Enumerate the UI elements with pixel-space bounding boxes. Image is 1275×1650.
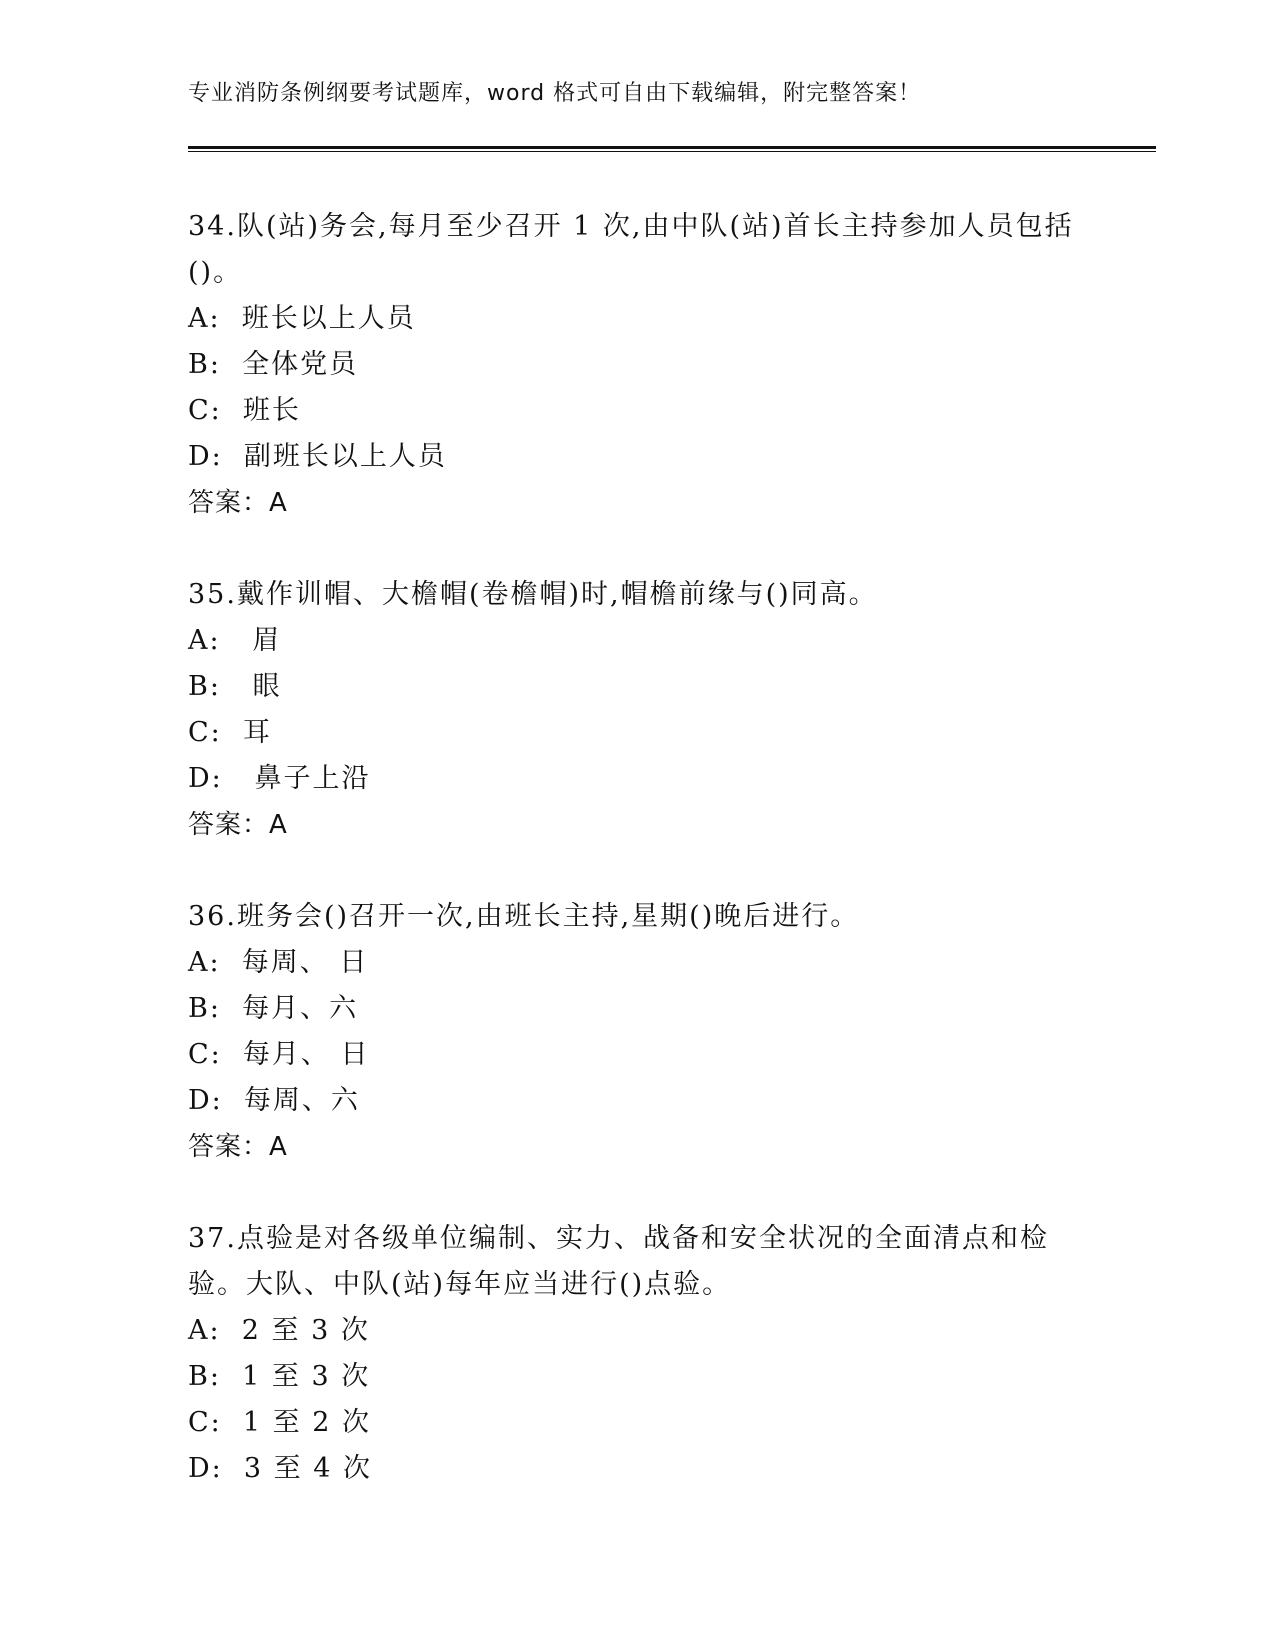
question-37 [188,1216,1088,1492]
option-a: A: 2 至 3 次 [188,1315,370,1346]
option-d: D: 副班长以上人员 [188,441,447,472]
question-stem: 34.队(站)务会,每月至少召开 1 次,由中队(站)首长主持参加人员包括()。 [188,211,1074,288]
answer-line: 答案：A [188,810,288,840]
option-d: D: 鼻子上沿 [188,763,371,794]
option-b: B: 1 至 3 次 [188,1361,371,1392]
option-c: C: 每月、 日 [188,1039,370,1070]
question-stem: 35.戴作训帽、大檐帽(卷檐帽)时,帽檐前缘与()同高。 [188,579,878,610]
page-header: 专业消防条例纲要考试题库，word 格式可自由下载编辑，附完整答案！ [188,81,922,106]
header-divider [188,146,1156,152]
option-b: B: 每月、六 [188,993,359,1024]
question-34 [188,204,1088,526]
question-list [188,204,1088,1538]
option-c: C: 1 至 2 次 [188,1407,372,1438]
option-a: A: 班长以上人员 [188,303,416,334]
option-c: C: 班长 [188,395,301,426]
option-d: D: 3 至 4 次 [188,1453,373,1484]
option-a: A: 眉 [188,625,282,656]
option-a: A: 每周、 日 [188,947,369,978]
option-d: D: 每周、六 [188,1085,360,1116]
question-stem: 36.班务会()召开一次,由班长主持,星期()晚后进行。 [188,901,860,932]
option-b: B: 全体党员 [188,349,359,380]
answer-line: 答案：A [188,488,288,518]
question-35 [188,572,1088,848]
question-36 [188,894,1088,1170]
option-b: B: 眼 [188,671,282,702]
answer-line: 答案：A [188,1132,288,1162]
option-c: C: 耳 [188,717,272,748]
question-stem: 37.点验是对各级单位编制、实力、战备和安全状况的全面清点和检验。大队、中队(站)每年应当进行()点验。 [188,1223,1049,1300]
